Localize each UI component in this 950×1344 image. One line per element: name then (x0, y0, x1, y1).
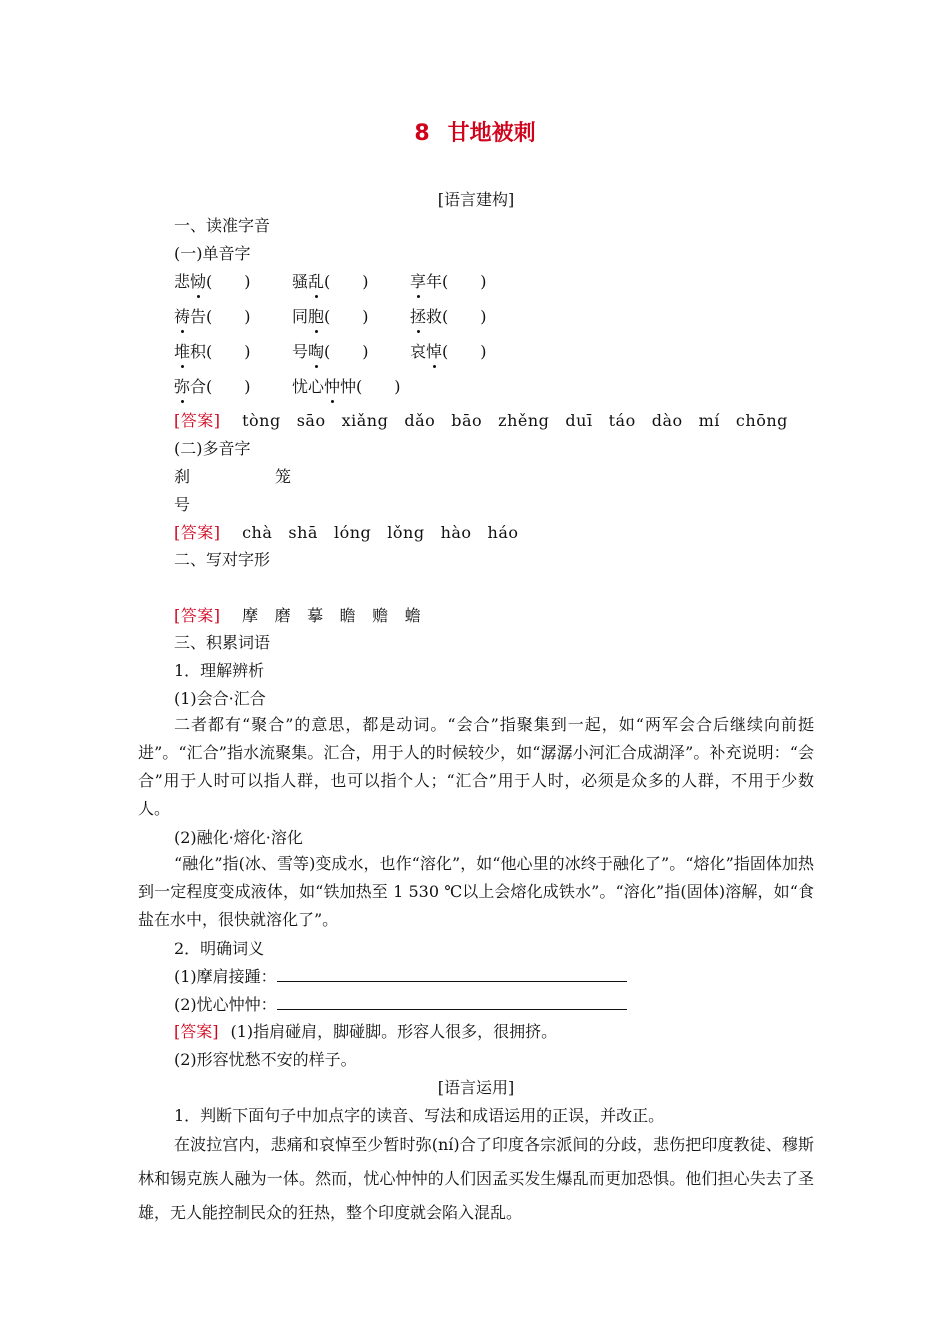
page-title (0, 121, 950, 146)
multi-char: 刹 (174, 467, 191, 486)
word-item: 祷告( ) (174, 307, 251, 326)
part2-heading: 二、写对字形 (174, 550, 271, 569)
item2-title: (2)融化·熔化·溶化 (174, 828, 303, 847)
question-1: (1)摩肩接踵： (174, 967, 627, 987)
answer-blank[interactable] (277, 967, 627, 982)
word-item: 悲恸( ) (174, 272, 251, 291)
answer-row-4: [答案] (1)指肩碰肩，脚碰脚。形容人很多，很拥挤。 (174, 1022, 558, 1041)
word-item: 弥合( ) (174, 377, 251, 396)
word-item: 骚乱( ) (292, 272, 369, 291)
item1-text: 二者都有“聚合”的意思，都是动词。“会合”指聚集到一起，如“两军会合后继续向前挺进”。“汇合”指水流聚集。汇合，用于人的时候较少，如“潺潺小河汇合成湖泽”。补充说明：“会合”用于人时可以指人群，也可以指个人；“汇合”用于人时，必须是众多的人群，不用于少数人。 (138, 715, 814, 818)
answer-row-1: [答案] tòng sāo xiǎng dǎo bāo zhěng duī táo dào mí chōng (174, 411, 788, 430)
part1-sub1: (一)单音字 (174, 244, 251, 263)
section-heading-use: [语言运用] (437, 1078, 515, 1097)
word-item: 同胞( ) (292, 307, 369, 326)
word-item: 忧心忡忡( ) (292, 377, 401, 396)
part3-sub2: 2．明确词义 (174, 939, 265, 958)
part3-sub1: 1．理解辨析 (174, 661, 265, 680)
part3-heading: 三、积累词语 (174, 633, 271, 652)
multi-char: 笼 (275, 467, 292, 486)
item2-text: “融化”指(冰、雪等)变成水，也作“溶化”，如“他心里的冰终于融化了”。“熔化”指固体加热到一定程度变成液体，如“铁加热至 1 530 ℃以上会熔化成铁水”。“溶化”指(固体)溶解，如“食盐在水中，很快就溶化了”。 (138, 854, 814, 929)
multi-char: 号 (174, 495, 191, 514)
answer-row-3: [答案] 摩 磨 摹 瞻 赡 蟾 (174, 606, 422, 625)
word-item: 拯救( ) (410, 307, 487, 326)
use-question: 1．判断下面句子中加点字的读音、写法和成语运用的正误，并改正。 (174, 1106, 665, 1125)
part1-heading: 一、读准字音 (174, 216, 271, 235)
answer-label: [答案] (174, 411, 221, 430)
item1-title: (1)会合·汇合 (174, 689, 266, 708)
part1-sub2: (二)多音字 (174, 439, 251, 458)
lesson-title: 甘地被刺 (447, 121, 536, 146)
answer-row-5: (2)形容忧愁不安的样子。 (174, 1050, 357, 1069)
answer-row-2: [答案] chà shā lóng lǒng hào háo (174, 523, 519, 542)
word-item: 堆积( ) (174, 342, 251, 361)
question-2: (2)忧心忡忡： (174, 995, 627, 1015)
answer-blank[interactable] (277, 995, 627, 1010)
word-item: 号啕( ) (292, 342, 369, 361)
lesson-number: 8 (414, 121, 430, 146)
word-item: 哀悼( ) (410, 342, 487, 361)
use-passage: 在波拉宫内，悲痛和哀悼至少暂时弥(ní)合了印度各宗派间的分歧，悲伤把印度教徒、穆斯林和锡克族人融为一体。然而，忧心忡忡的人们因孟买发生爆乱而更加恐惧。他们担心失去了圣雄，无人能控制民众的狂热，整个印度就会陷入混乱。 (138, 1135, 814, 1222)
section-heading-build: [语言建构] (437, 190, 515, 209)
word-item: 享年( ) (410, 272, 487, 291)
